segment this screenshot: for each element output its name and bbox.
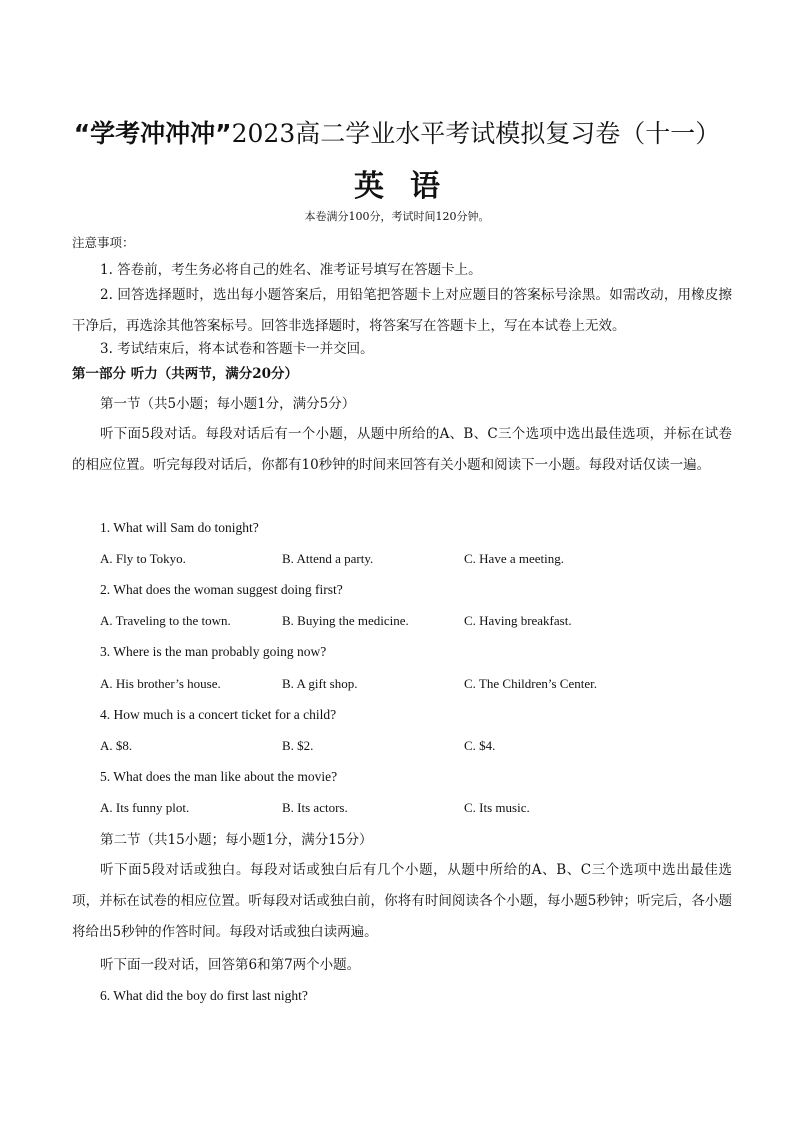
part1-heading: 第一部分 听力（共两节，满分20分） [72,366,298,382]
option-b: B. $2. [282,738,314,753]
option-a: A. $8. [100,738,133,753]
question-stem: 5. What does the man like about the movie? [100,769,338,784]
option-a: A. Traveling to the town. [100,613,231,628]
option-c: C. Its music. [464,800,530,815]
exam-title-rest: 2023高二学业水平考试模拟复习卷（十一） [231,119,721,148]
section2-instructions: 听下面5段对话或独白。每段对话或独白后有几个小题，从题中所给的A、B、C三个选项中选出最佳选项，并标在试卷的相应位置。听每段对话或独白前，你将有时间阅读各个小题，每小题5秒钟；听完后，各小题将给出5秒钟的作答时间。每段对话或独白读两遍。 [72,862,732,940]
notes-heading: 注意事项： [72,235,135,250]
question-stem: 6. What did the boy do first last night? [100,988,308,1003]
question-stem: 3. Where is the man probably going now? [100,644,327,659]
section1-heading: 第一节（共5小题；每小题1分，满分5分） [100,396,356,412]
note-item-3: 3. 考试结束后，将本试卷和答题卡一并交回。 [100,341,374,357]
option-c: C. $4. [464,738,496,753]
dialogue-intro: 听下面一段对话，回答第6和第7两个小题。 [100,957,361,973]
subject-title: 英语 [354,169,466,204]
section2-heading: 第二节（共15小题；每小题1分，满分15分） [100,832,373,848]
question-stem: 4. How much is a concert ticket for a child? [100,707,337,722]
question-stem: 1. What will Sam do tonight? [100,520,259,535]
exam-title [0,114,794,150]
option-a: A. His brother’s house. [100,676,221,691]
note-item-2: 2. 回答选择题时，选出每小题答案后，用铅笔把答题卡上对应题目的答案标号涂黑。如需改动，用橡皮擦干净后，再选涂其他答案标号。回答非选择题时，将答案写在答题卡上，写在本试卷上无效。 [72,287,732,334]
option-b: B. A gift shop. [282,676,358,691]
option-c: C. Have a meeting. [464,551,564,566]
option-a: A. Its funny plot. [100,800,190,815]
question-stem: 2. What does the woman suggest doing first? [100,582,343,597]
option-a: A. Fly to Tokyo. [100,551,186,566]
score-info: 本卷满分100分，考试时间120分钟。 [304,210,490,223]
option-c: C. The Children’s Center. [464,676,597,691]
section1-instructions: 听下面5段对话。每段对话后有一个小题，从题中所给的A、B、C三个选项中选出最佳选项，并标在试卷的相应位置。听完每段对话后，你都有10秒钟的时间来回答有关小题和阅读下一小题。每段对话仅读一遍。 [72,426,732,473]
option-c: C. Having breakfast. [464,613,572,628]
exam-series-name: “学考冲冲冲” [73,119,232,148]
option-b: B. Attend a party. [282,551,374,566]
option-b: B. Buying the medicine. [282,613,409,628]
note-item-1: 1. 答卷前，考生务必将自己的姓名、准考证号填写在答题卡上。 [100,262,482,278]
option-b: B. Its actors. [282,800,348,815]
